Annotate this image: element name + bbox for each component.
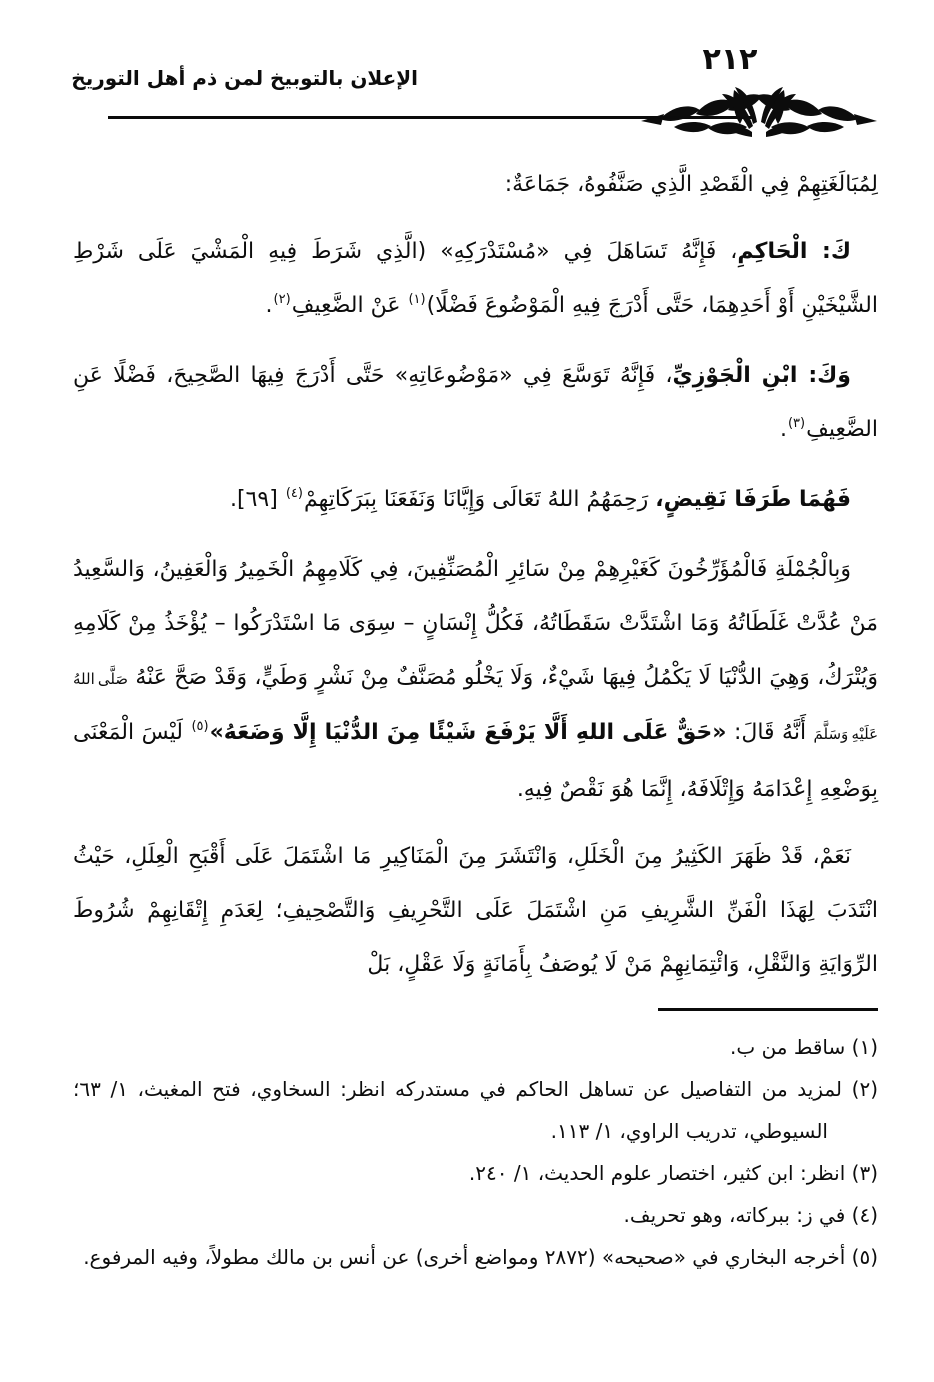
footnote-ref: (٤): [285, 486, 303, 501]
body-run: .: [265, 293, 273, 318]
paragraph: [73, 473, 878, 530]
footnote-ref: (١): [408, 292, 426, 307]
emphasized-text: وَكَ: ابْنِ الْجَوْزِيِّ: [672, 363, 851, 388]
paragraph: [73, 830, 878, 992]
floral-ornament-icon: [640, 84, 878, 142]
body-run: [٦٩].: [230, 487, 285, 512]
body-run: ، فَإِنَّهُ تَوَسَّعَ فِي «مَوْضُوعَاتِهِ» حَتَّى أَدْرَجَ فِيهَا الصَّحِيحَ، فَضْلًا عَنِ الضَّعِيفِ: [73, 363, 878, 442]
footnote-ref: (٥): [191, 719, 209, 734]
body-run: لِمُبَالَغَتِهِمْ فِي الْقَصْدِ الَّذِي صَنَّفُوهُ، جَمَاعَةٌ:: [504, 172, 878, 197]
paragraph: [73, 225, 878, 336]
paragraph: [73, 349, 878, 460]
body-run: .: [779, 417, 787, 442]
emphasized-text: «حَقٌّ عَلَى اللهِ أَلَّا يَرْفَعَ شَيْئًا مِنَ الدُّنْيَا إِلَّا وَضَعَهُ»: [209, 720, 727, 745]
footnote-item: (٥) أخرجه البخاري في «صحيحه» (٢٨٧٢ ومواضع أخرى) عن أنس بن مالك مطولاً، وفيه المرفوع.: [83, 1245, 878, 1269]
footnote-ref: (٣): [787, 416, 806, 431]
emphasized-text: فَهُمَا طَرَفَا نَقِيضٍ،: [655, 487, 851, 512]
footnote-ref: (٢): [273, 292, 291, 307]
body-run: رَحِمَهُمُ اللهُ تَعَالَى وَإِيَّانَا وَنَفَعَنَا بِبَرَكَاتِهِمْ: [303, 487, 656, 512]
footnote-divider: [658, 1008, 878, 1011]
salawat-ligature: صَلَّى اللهُ عَلَيْهِ وَسَلَّمَ: [73, 670, 879, 743]
paragraph: [73, 543, 878, 817]
footnote-item: (٤) في ز: ببركاته، وهو تحريف.: [623, 1203, 878, 1227]
footnotes: [73, 1026, 878, 1278]
body-text: [73, 158, 878, 1005]
running-title: الإعلان بالتوبيخ لمن ذم أهل التوريخ: [71, 66, 418, 90]
paragraph: [73, 158, 878, 212]
footnote-item: (٢) لمزيد من التفاصيل عن تساهل الحاكم في مستدركه انظر: السخاوي، فتح المغيث، ١/ ٦٣؛ السيوطي، تدريب الراوي، ١/ ١١٣.: [73, 1077, 878, 1143]
body-run: عَنْ الضَّعِيفِ: [291, 293, 408, 318]
body-run: ، فَإِنَّهُ تَسَاهَلَ فِي «مُسْتَدْرَكِهِ» (الَّذِي شَرَطَ فِيهِ الْمَشْيَ عَلَى شَرْطِ الشَّيْخَيْنِ أَوْ أَحَدِهِمَا، حَتَّى أَدْرَجَ فِيهِ الْمَوْضُوعَ فَضْلًا): [73, 239, 878, 318]
body-run: أَنَّهُ قَالَ:: [726, 720, 814, 745]
header-rule: [108, 116, 754, 119]
body-run: وَبِالْجُمْلَةِ فَالْمُؤَرِّخُونَ كَغَيْرِهِمْ مِنْ سَائِرِ الْمُصَنِّفِينَ، فِي كَلَامِهِمُ الْخَمِيرُ وَالْعَفِينُ، وَالسَّعِيدُ مَنْ عُدَّتْ غَلَطَاتُهُ وَمَا اشْتَدَّتْ سَقَطَاتُهُ، فَكُلُّ إِنْسَانٍ – سِوَى مَا اسْتَدْرَكُوا – يُؤْخَذُ مِنْ كَلَامِهِ وَيُتْرَكُ، وَهِيَ الدُّنْيَا لَا يَكْمُلُ فِيهَا شَيْءٌ، وَلَا يَخْلُو مُصَنَّفٌ مِنْ نَشْرٍ وَطَيٍّ، وَقَدْ صَحَّ عَنْهُ: [73, 557, 878, 690]
body-run: نَعَمْ، قَدْ ظَهَرَ الكَثِيرُ مِنَ الْخَلَلِ، وَانْتَشَرَ مِنَ الْمَنَاكِيرِ مَا اشْتَمَلَ عَلَى أَقْبَحِ الْعِلَلِ، حَيْثُ انْتَدَبَ لِهَذَا الْفَنِّ الشَّرِيفِ مَنِ اشْتَمَلَ عَلَى التَّحْرِيفِ وَالتَّصْحِيفِ؛ لِعَدَمِ إِتْقَانِهِمْ شُرُوطَ الرِّوَايَةِ وَالنَّقْلِ، وَائْتِمَانِهِمْ مَنْ لَا يُوصَفُ بِأَمَانَةٍ وَلَا عَقْلٍ، بَلْ: [73, 844, 878, 977]
page-number: ٢١٢: [702, 42, 758, 77]
footnote-item: (٣) انظر: ابن كثير، اختصار علوم الحديث، ١/ ٢٤٠.: [468, 1161, 878, 1185]
footnote-item: (١) ساقط من ب.: [730, 1035, 878, 1059]
emphasized-text: كَ: الْحَاكِمِ: [737, 239, 851, 264]
body-run: لَيْسَ الْمَعْنَى بِوَضْعِهِ إِعْدَامَهُ وَإِتْلَافَهُ، إِنَّمَا هُوَ نَقْصٌ فِيهِ.: [73, 720, 878, 802]
